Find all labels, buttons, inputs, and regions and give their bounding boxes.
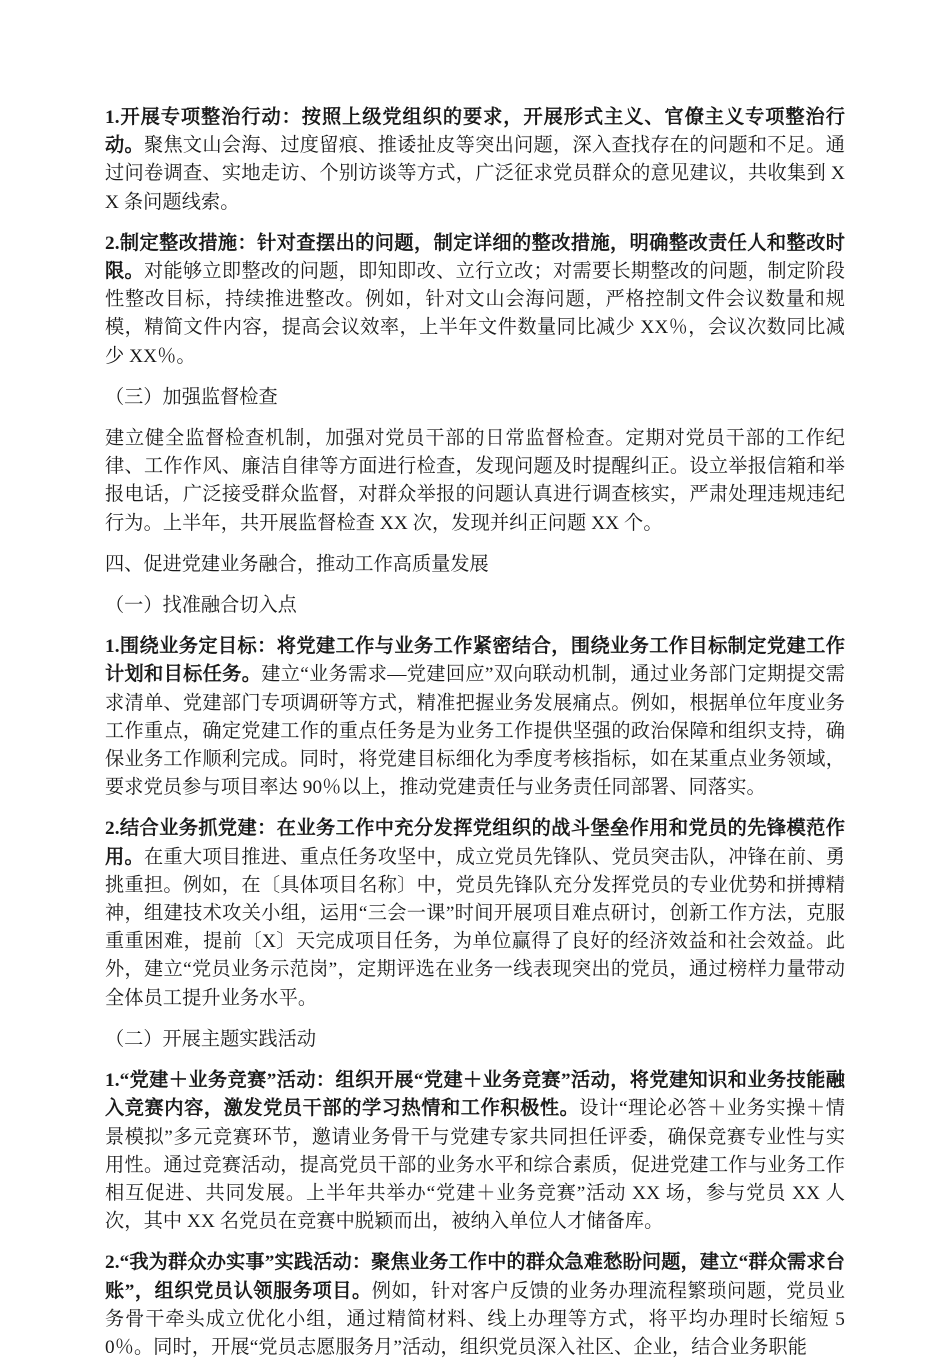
heading-find-integration-point: （一）找准融合切入点 (105, 595, 297, 617)
item-party-building-business-contest-rest: 设计“理论必答＋业务实操＋情景模拟”多元竞赛环节，邀请业务骨干与党建专家共同担任评委，确保竞赛专业性与实用性。通过竞赛活动，提高党员干部的业务水平和综合素质，促进党建工作与业务工作相互促进、共同发展。上半年共举办“党建＋业务竞赛”活动 XX 场，参与党员 XX 人次，其中 XX 名党员在竞赛中脱颖而出，被纳入单位人才储备库。 (105, 1098, 845, 1233)
item-party-building-with-business-rest: 在重大项目推进、重点任务攻坚中，成立党员先锋队、党员突击队，冲锋在前、勇挑重担。例如，在〔具体项目名称〕中，党员先锋队充分发挥党员的专业优势和拼搏精神，组建技术攻关小组，运用“三会一课”时间开展项目难点研讨，创新工作方法，克服重重困难，提前〔X〕天完成项目任务，为单位赢得了良好的经济效益和社会效益。此外，建立“党员业务示范岗”，定期评选在业务一线表现突出的党员，通过榜样力量带动全体员工提升业务水平。 (105, 846, 845, 1009)
item-serve-the-masses-practice (105, 1249, 845, 1362)
item-party-building-with-business-lead: 2.结合业务抓党建：在业务工作中充分发挥党组织的战斗堡垒作用和党员的先锋模范作用。 (105, 818, 845, 868)
item-serve-the-masses-practice-rest: 例如，针对客户反馈的业务办理流程繁琐问题，党员业务骨干牵头成立优化小组，通过精简材料、线上办理等方式，将平均办理时长缩短 50％。同时，开展“党员志愿服务月”活动，组织党员深入社区、企业，结合业务职能 (105, 1280, 845, 1358)
item-party-building-business-contest (105, 1067, 845, 1236)
item-party-building-business-contest-lead: 1.“党建＋业务竞赛”活动：组织开展“党建＋业务竞赛”活动，将党建知识和业务技能融入竞赛内容，激发党员干部的学习热情和工作积极性。 (105, 1070, 845, 1120)
item-special-rectification-rest: 聚焦文山会海、过度留痕、推诿扯皮等突出问题，深入查找存在的问题和不足。通过问卷调查、实地走访、个别访谈等方式，广泛征求党员群众的意见建议，共收集到 XX 条问题线索。 (105, 135, 845, 213)
heading-strengthen-supervision: （三）加强监督检查 (105, 386, 278, 408)
item-special-rectification (105, 104, 845, 217)
heading-theme-practice-activities: （二）开展主题实践活动 (105, 1028, 317, 1050)
para-supervision-body: 建立健全监督检查机制，加强对党员干部的日常监督检查。定期对党员干部的工作纪律、工作作风、廉洁自律等方面进行检查，发现问题及时提醒纠正。设立举报信箱和举报电话，广泛接受群众监督，对群众举报的问题认真进行调查核实，严肃处理违规违纪行为。上半年，共开展监督检查 XX 次，发现并纠正问题 XX 个。 (105, 428, 845, 534)
document-body (105, 104, 845, 1362)
item-rectification-measures (105, 230, 845, 371)
item-set-goals-around-business-rest: 建立“业务需求—党建回应”双向联动机制，通过业务部门定期提交需求清单、党建部门专项调研等方式，精准把握业务发展痛点。例如，根据单位年度业务工作重点，确定党建工作的重点任务是为业务工作提供坚强的政治保障和组织支持，确保业务工作顺利完成。同时，将党建目标细化为季度考核指标，如在某重点业务领域，要求党员参与项目率达 90％以上，推动党建责任与业务责任同部署、同落实。 (105, 664, 845, 799)
item-set-goals-around-business (105, 633, 845, 802)
item-rectification-measures-lead: 2.制定整改措施：针对查摆出的问题，制定详细的整改措施，明确整改责任人和整改时限。 (105, 232, 845, 283)
item-special-rectification-lead: 1.开展专项整治行动：按照上级党组织的要求，开展形式主义、官僚主义专项整治行动。 (105, 107, 845, 157)
item-party-building-with-business (105, 815, 845, 1012)
item-rectification-measures-rest: 对能够立即整改的问题，即知即改、立行立改；对需要长期整改的问题，制定阶段性整改目标，持续推进整改。例如，针对文山会海问题，严格控制文件会议数量和规模，精简文件内容，提高会议效率，上半年文件数量同比减少 XX％，会议次数同比减少 XX％。 (105, 261, 845, 367)
item-serve-the-masses-practice-lead: 2.“我为群众办实事”实践活动：聚焦业务工作中的群众急难愁盼问题，建立“群众需求台账”，组织党员认领服务项目。 (105, 1252, 845, 1302)
item-set-goals-around-business-lead: 1.围绕业务定目标：将党建工作与业务工作紧密结合，围绕业务工作目标制定党建工作计划和目标任务。 (105, 636, 845, 686)
heading-section-four: 四、促进党建业务融合，推动工作高质量发展 (105, 553, 489, 575)
